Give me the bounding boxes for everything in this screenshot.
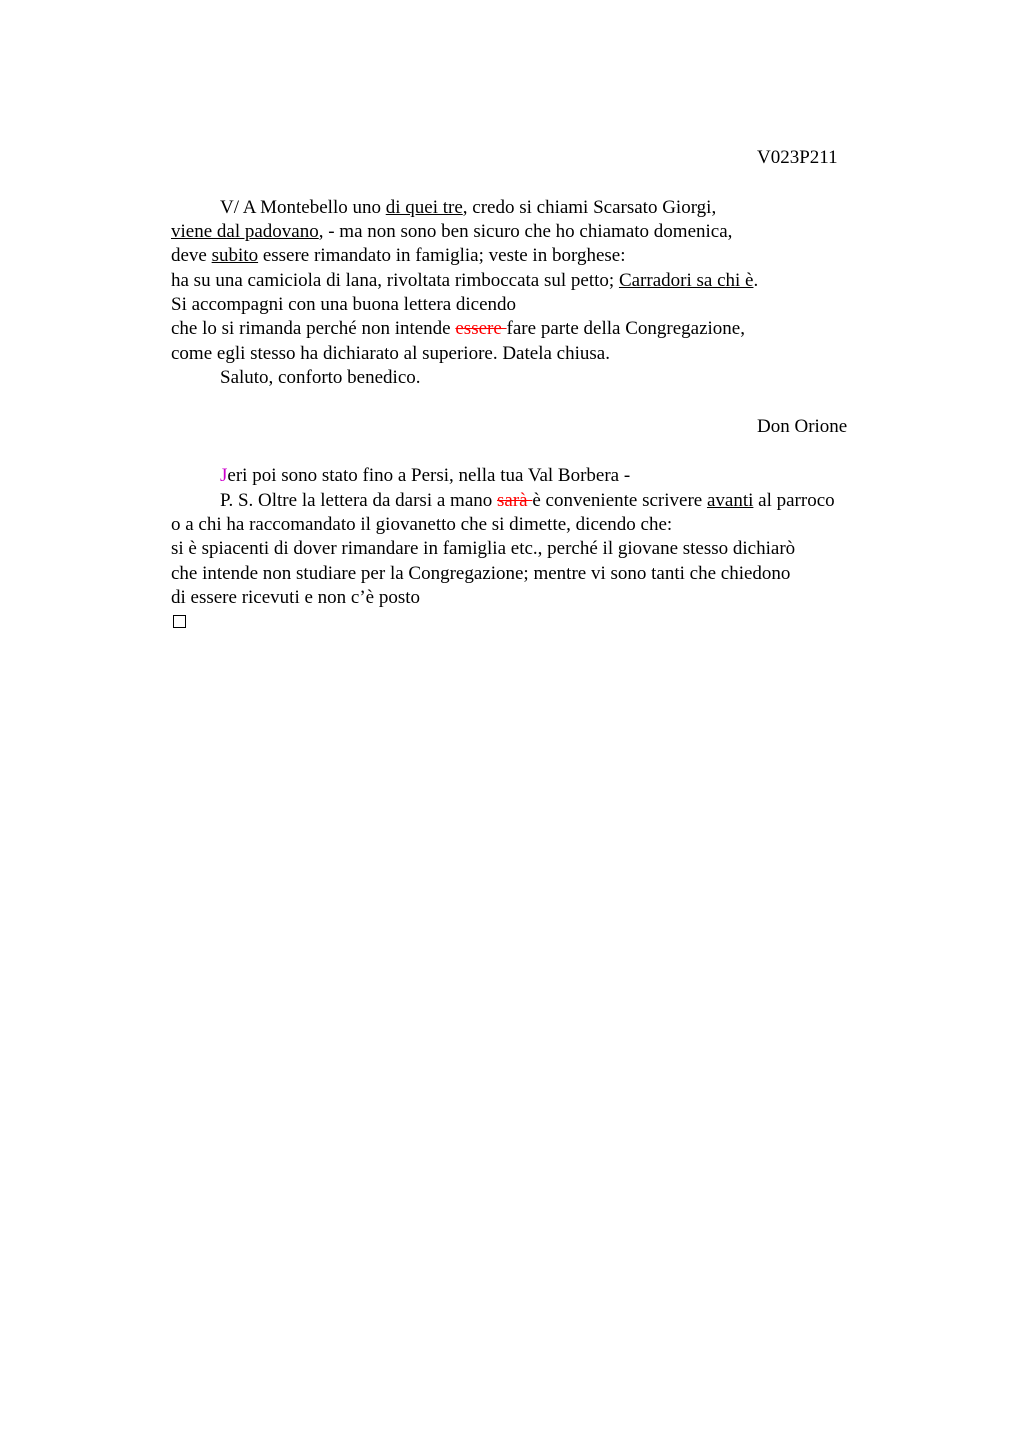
letter-line-8: Saluto, conforto benedico.	[220, 367, 421, 388]
letter-line-6	[171, 317, 745, 341]
underlined-text: viene dal padovano	[171, 221, 319, 242]
text-segment: V/ A Montebello uno	[220, 197, 386, 218]
postscript-line-6: di essere ricevuti e non c’è posto	[171, 587, 421, 608]
empty-box-icon	[173, 615, 186, 628]
text-segment: è conveniente scrivere	[532, 490, 707, 511]
text-segment: , - ma non sono ben sicuro che ho chiamato domenica,	[318, 221, 733, 242]
letter-line-7: come egli stesso ha dichiarato al superiore. Datela chiusa.	[171, 343, 610, 364]
underlined-text: Carradori sa chi è	[618, 270, 754, 291]
text-segment: , credo si chiami Scarsato Giorgi,	[462, 197, 717, 218]
text-segment: al parroco	[753, 490, 835, 511]
text-segment: fare parte della Congregazione,	[506, 318, 745, 339]
postscript-line-4: si è spiacenti di dover rimandare in famiglia etc., perché il giovane stesso dichiarò	[171, 538, 796, 559]
postscript-line-1	[220, 464, 630, 488]
highlighted-initial: J	[220, 465, 228, 486]
deleted-text: essere	[455, 318, 507, 339]
reference-code: V023P211	[757, 147, 838, 168]
text-segment: che lo si rimanda perché non intende	[171, 318, 456, 339]
letter-line-2	[171, 220, 732, 244]
letter-line-5: Si accompagni con una buona lettera dicendo	[171, 294, 517, 315]
text-segment: .	[753, 270, 759, 291]
text-segment: P. S. Oltre la lettera da darsi a mano	[220, 490, 498, 511]
text-segment: ha su una camiciola di lana, rivoltata rimboccata sul petto;	[171, 270, 619, 291]
letter-line-4	[171, 269, 758, 293]
deleted-text: sarà	[497, 490, 533, 511]
text-segment: deve	[171, 245, 212, 266]
text-segment: essere rimandato in famiglia; veste in borghese:	[258, 245, 626, 266]
letter-line-3	[171, 244, 625, 268]
postscript-line-3: o a chi ha raccomandato il giovanetto che si dimette, dicendo che:	[171, 514, 673, 535]
postscript-line-2	[220, 489, 835, 513]
underlined-text: avanti	[706, 490, 754, 511]
underlined-text: subito	[211, 245, 259, 266]
signature: Don Orione	[757, 416, 848, 437]
underlined-text: di quei tre	[385, 197, 463, 218]
text-segment: eri poi sono stato fino a Persi, nella tua Val Borbera -	[227, 465, 631, 486]
postscript-line-5: che intende non studiare per la Congregazione; mentre vi sono tanti che chiedono	[171, 563, 791, 584]
letter-line-1	[220, 196, 716, 220]
